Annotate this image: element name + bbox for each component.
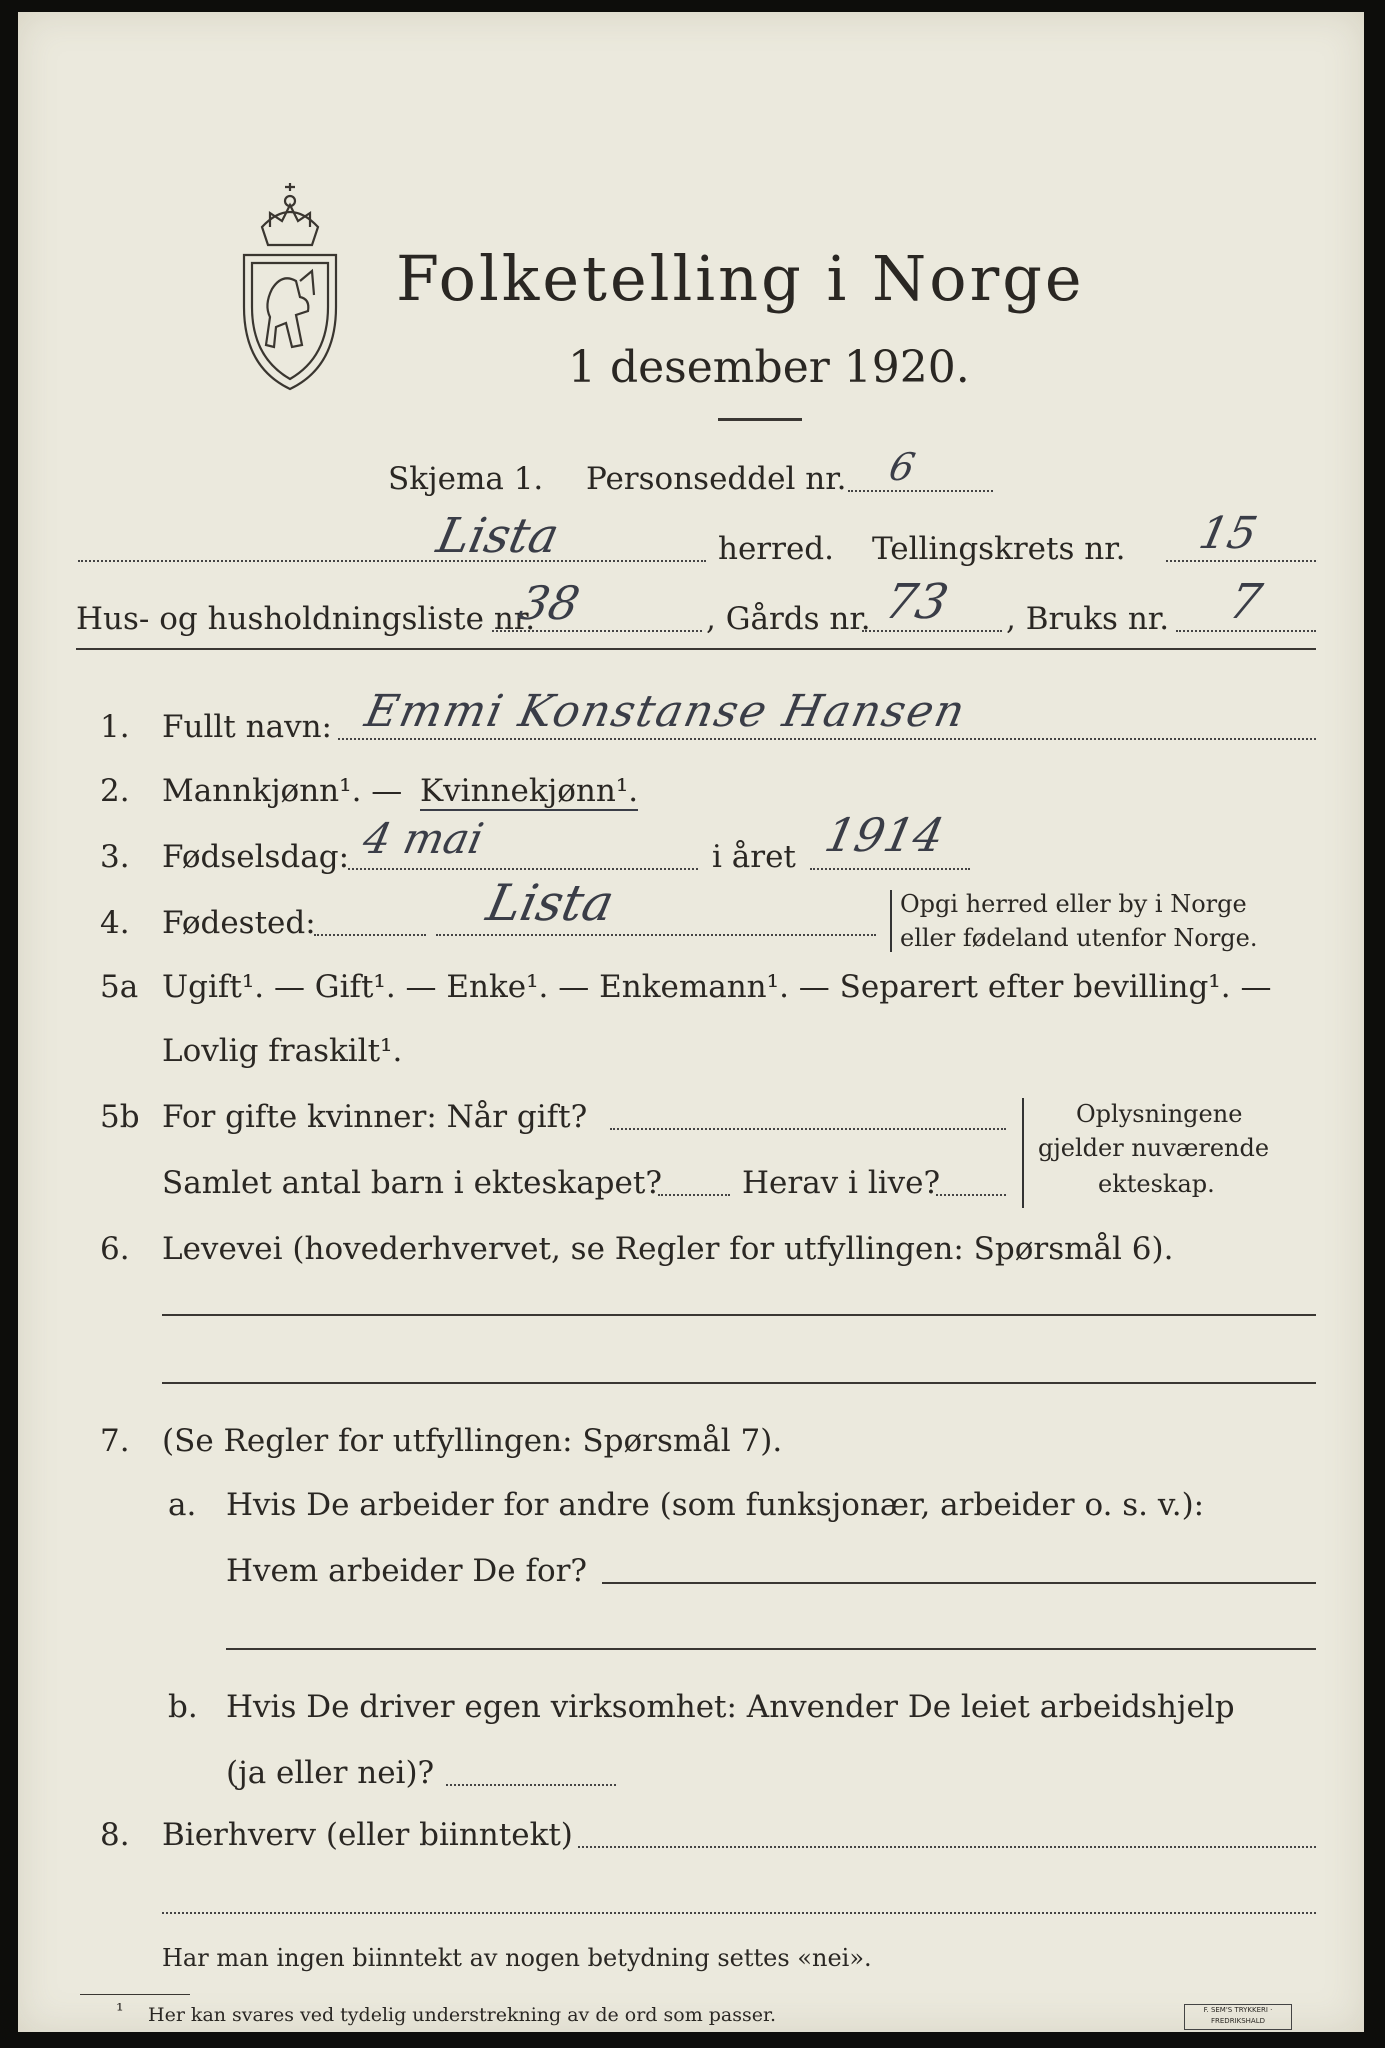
side-income-field[interactable] — [578, 1846, 1316, 1848]
tellingskrets-label: Tellingskrets nr. — [872, 531, 1126, 567]
q7a-text: Hvis De arbeider for andre (som funksjonær, arbeider o. s. v.): — [226, 1487, 1205, 1523]
q6-text: Levevei (hovederhvervet, se Regler for utfyllingen: Spørsmål 6). — [162, 1231, 1174, 1267]
hus-field[interactable] — [492, 630, 702, 632]
q6-number: 6. — [100, 1231, 130, 1267]
q2-female-option-underlined[interactable]: Kvinnekjønn¹. — [420, 773, 639, 809]
form-subtitle: 1 desember 1920. — [568, 342, 970, 393]
bruks-label: , Bruks nr. — [1006, 601, 1170, 637]
printer-stamp: F. SEM'S TRYKKERI · FREDRIKSHALD — [1184, 2004, 1292, 2030]
children-count-field[interactable] — [658, 1194, 730, 1196]
employer-field-2[interactable] — [226, 1648, 1316, 1650]
birthplace-note-brace — [890, 890, 892, 952]
footnote-number: ¹ — [116, 2000, 124, 2022]
occupation-line-1[interactable] — [162, 1314, 1316, 1316]
side-income-field-2[interactable] — [162, 1912, 1316, 1914]
q7a-employer-label: Hvem arbeider De for? — [226, 1553, 588, 1589]
tellingskrets-field[interactable] — [1166, 560, 1316, 562]
birthplace-value: Lista — [481, 874, 619, 932]
hired-help-field[interactable] — [446, 1784, 616, 1786]
q5b-children-label: Samlet antal barn i ekteskapet? — [162, 1165, 662, 1201]
q7b-text: Hvis De driver egen virksomhet: Anvender De leiet arbeidshjelp — [226, 1689, 1235, 1725]
birth-year-value: 1914 — [820, 808, 949, 862]
birthplace-field[interactable] — [436, 934, 876, 936]
q5a-options-2[interactable]: Lovlig fraskilt¹. — [162, 1033, 403, 1069]
side-income-note: Har man ingen biinntekt av nogen betydning settes «nei». — [162, 1944, 872, 1972]
q5b-married-when-label: For gifte kvinner: Når gift? — [162, 1099, 588, 1135]
birthday-field[interactable] — [348, 868, 698, 870]
marriage-note-3: ekteskap. — [1098, 1170, 1215, 1198]
marriage-note-1: Oplysningene — [1076, 1100, 1243, 1128]
hus-value: 38 — [514, 576, 585, 630]
gards-field[interactable] — [862, 630, 1002, 632]
birthday-value: 4 mai — [358, 814, 488, 863]
q7b-letter: b. — [168, 1689, 198, 1725]
marriage-note-brace — [1022, 1098, 1024, 1208]
birthplace-note-2: eller fødeland utenfor Norge. — [900, 924, 1258, 952]
q3-number: 3. — [100, 839, 130, 875]
title-rule — [718, 418, 802, 421]
norway-coat-of-arms-icon — [230, 177, 350, 397]
gards-value: 73 — [880, 574, 954, 630]
footnote-text: Her kan svares ved tydelig understrekning av de ord som passer. — [148, 2004, 777, 2026]
q7a-letter: a. — [168, 1487, 197, 1523]
herred-label: herred. — [718, 531, 834, 567]
personseddel-label: Personseddel nr. — [586, 461, 847, 497]
form-title: Folketelling i Norge — [396, 242, 1085, 315]
q5a-options[interactable]: Ugift¹. — Gift¹. — Enke¹. — Enkemann¹. — Separert efter bevilling¹. — — [162, 969, 1272, 1005]
census-form — [18, 12, 1364, 2032]
q3-label: Fødselsdag: — [162, 839, 350, 875]
herred-value: Lista — [432, 508, 564, 564]
marriage-note-2: gjelder nuværende — [1038, 1134, 1270, 1162]
full-name-value: Emmi Konstanse Hansen — [360, 686, 972, 737]
header-divider — [76, 648, 1316, 650]
birth-year-field[interactable] — [810, 868, 970, 870]
footnote-rule — [80, 1994, 190, 1995]
bruks-value: 7 — [1224, 574, 1267, 630]
skjema-label: Skjema 1. — [388, 461, 544, 497]
q8-text: Bierhverv (eller biinntekt) — [162, 1817, 573, 1853]
q2-male-option[interactable]: Mannkjønn¹. — — [162, 773, 403, 809]
personseddel-value: 6 — [885, 445, 919, 489]
q7b-yes-no-label: (ja eller nei)? — [226, 1755, 435, 1791]
q5b-alive-label: Herav i live? — [742, 1165, 941, 1201]
q1-label: Fullt navn: — [162, 709, 332, 745]
bruks-field[interactable] — [1176, 630, 1316, 632]
herred-field[interactable] — [78, 560, 706, 562]
q8-number: 8. — [100, 1817, 130, 1853]
q5b-number: 5b — [100, 1099, 140, 1135]
q4-number: 4. — [100, 905, 130, 941]
q3-year-label: i året — [712, 839, 796, 875]
birthplace-note-1: Opgi herred eller by i Norge — [900, 890, 1247, 918]
q1-number: 1. — [100, 709, 130, 745]
hus-label: Hus- og husholdningsliste nr. — [76, 601, 536, 637]
q4-label: Fødested: — [162, 905, 316, 941]
full-name-field[interactable] — [338, 738, 1316, 740]
children-alive-field[interactable] — [936, 1194, 1006, 1196]
q5a-number: 5a — [100, 969, 139, 1005]
birthplace-field-left[interactable] — [314, 934, 426, 936]
employer-field[interactable] — [602, 1582, 1316, 1584]
married-when-field[interactable] — [610, 1128, 1006, 1130]
q2-number: 2. — [100, 773, 130, 809]
occupation-line-2[interactable] — [162, 1382, 1316, 1384]
personseddel-field[interactable] — [848, 490, 993, 492]
q7-number: 7. — [100, 1423, 130, 1459]
gards-label: , Gårds nr. — [706, 601, 871, 637]
q7-text: (Se Regler for utfyllingen: Spørsmål 7). — [162, 1423, 783, 1459]
tellingskrets-value: 15 — [1194, 508, 1262, 559]
